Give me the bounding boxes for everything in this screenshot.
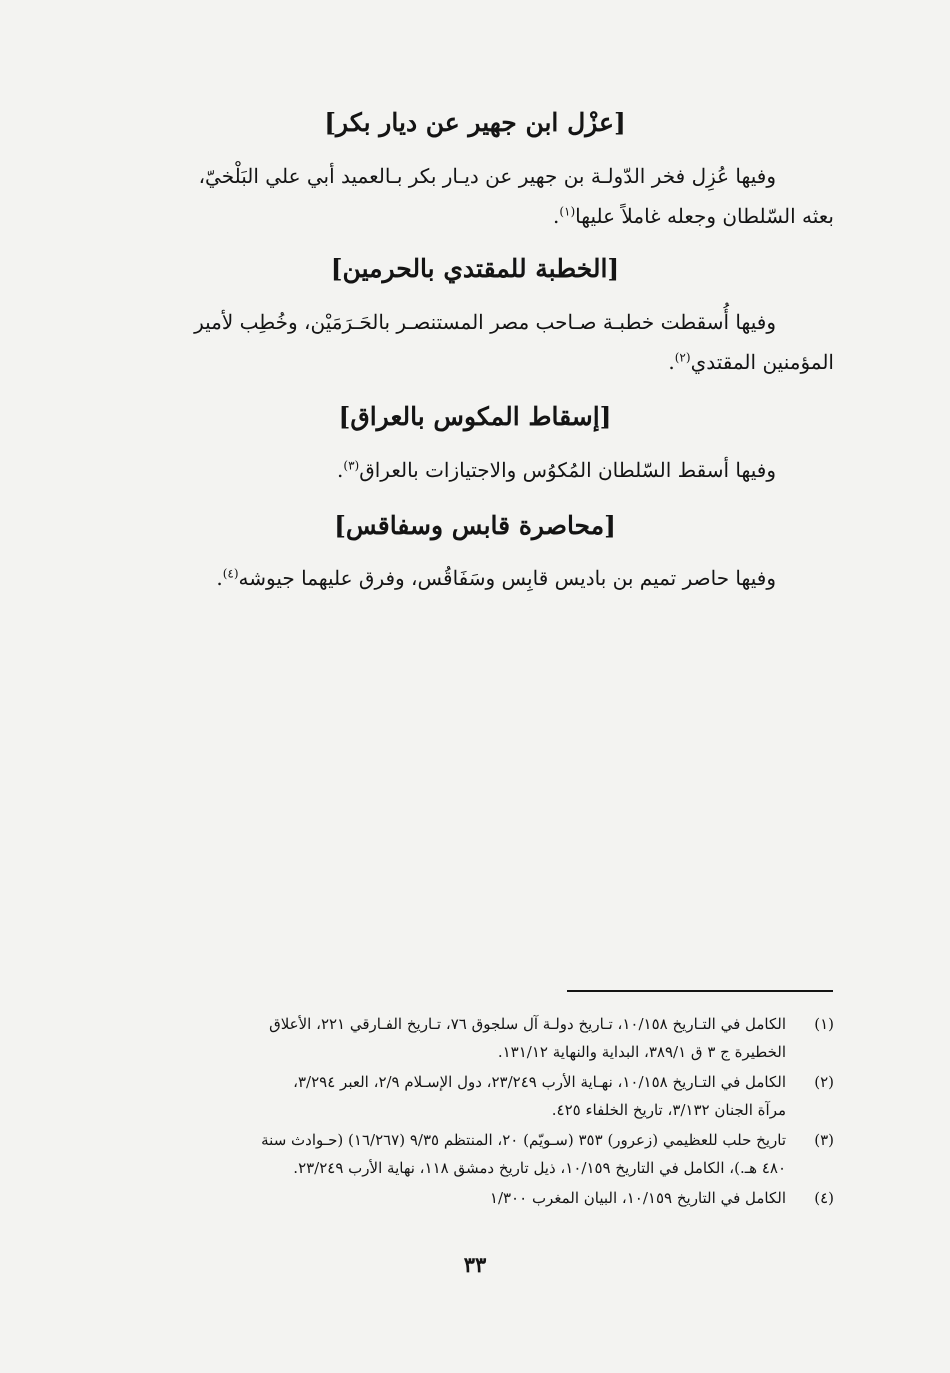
footnote-reference[interactable]: (٤): [222, 566, 239, 581]
footnote-line: الكامل في التـاريخ ١٠/١٥٨، تـاريخ دولـة آل سلجوق ٧٦، تـاريخ الفـارقي ٢٢١، الأعلاق: [269, 1015, 786, 1033]
section-paragraph: [112, 156, 834, 236]
section-paragraph: [112, 302, 834, 382]
paragraph-line: وفيها أُسقطت خطبـة صـاحب مصر المستنصـر بالحَـرَمَيْن، وخُطِب لأمير: [194, 310, 776, 334]
paragraph-line: [112, 342, 834, 382]
footnote-divider: [567, 990, 833, 992]
footnote-item: [112, 1010, 834, 1066]
footnote-number: (٢): [814, 1073, 834, 1091]
paragraph-line: [112, 196, 834, 236]
footnote-line: ٤٨٠ هـ.)، الكامل في التاريخ ١٠/١٥٩، ذيل تاريخ دمشق ١١٨، نهاية الأرب ٢٣/٢٤٩.: [293, 1159, 786, 1177]
footnote-line: الخطيرة ج ٣ ق ٣٨٩/١، البداية والنهاية ١٣١/١٢.: [497, 1043, 786, 1061]
footnote-item: [112, 1126, 834, 1182]
footnote-line: الكامل في التاريخ ١٠/١٥٩، البيان المغرب ١/٣٠٠: [489, 1189, 786, 1207]
paragraph-line: [112, 450, 834, 490]
section-heading: [إسقاط المكوس بالعراق]: [338, 402, 612, 431]
sentence-end: .: [337, 458, 344, 482]
paragraph-text: وفيها حاصر تميم بن باديس قابِس وسَفَاقُس، وفرق عليهما جيوشه: [238, 566, 776, 590]
section-heading: [عزْل ابن جهير عن ديار بكر]: [324, 108, 626, 137]
paragraph-line: [112, 558, 834, 598]
footnote-line: الكامل في التـاريخ ١٠/١٥٨، نهـاية الأرب ٢٣/٢٤٩، دول الإسـلام ٢/٩، العبر ٣/٢٩٤،: [293, 1073, 786, 1091]
footnote-reference[interactable]: (٣): [343, 458, 360, 473]
paragraph-line: وفيها عُزِل فخر الدّولـة بن جهير عن ديـار بكر بـالعميد أبي علي البَلْخيّ،: [198, 164, 776, 188]
paragraph-text: بعثه السّلطان وجعله غاملاً عليها: [575, 204, 834, 228]
footnote-number: (٤): [814, 1189, 834, 1207]
footnote-item: [112, 1068, 834, 1124]
footnote-text: [112, 1068, 786, 1124]
sentence-end: .: [668, 350, 675, 374]
footnote-reference[interactable]: (١): [559, 204, 576, 219]
paragraph-text: وفيها أسقط السّلطان المُكوُس والاجتيازات بالعراق: [359, 458, 776, 482]
section-paragraph: [112, 558, 834, 598]
footnote-reference[interactable]: (٢): [674, 350, 691, 365]
footnote-text: [112, 1126, 786, 1182]
page-number: ٣٣: [463, 1252, 487, 1277]
sentence-end: .: [552, 204, 560, 228]
footnote-text: [112, 1010, 786, 1066]
paragraph-text: المؤمنين المقتدي: [690, 350, 834, 374]
footnote-line: مرآة الجنان ٣/١٣٢، تاريخ الخلفاء ٤٢٥.: [551, 1101, 786, 1119]
sentence-end: .: [216, 566, 223, 590]
footnote-text: [112, 1184, 786, 1212]
section-heading: [محاصرة قابس وسفاقس]: [334, 511, 616, 540]
footnotes: [112, 1010, 834, 1214]
section-paragraph: [112, 450, 834, 490]
section-heading: [الخطبة للمقتدي بالحرمين]: [330, 254, 620, 283]
footnote-line: تاريخ حلب للعظيمي (زعرور) ٣٥٣ (سـويّم) ٢٠، المنتظم ٩/٣٥ (١٦/٢٦٧) (حـوادث سنة: [261, 1131, 786, 1149]
footnote-number: (١): [814, 1015, 834, 1033]
footnote-item: [112, 1184, 834, 1212]
footnote-number: (٣): [814, 1131, 834, 1149]
